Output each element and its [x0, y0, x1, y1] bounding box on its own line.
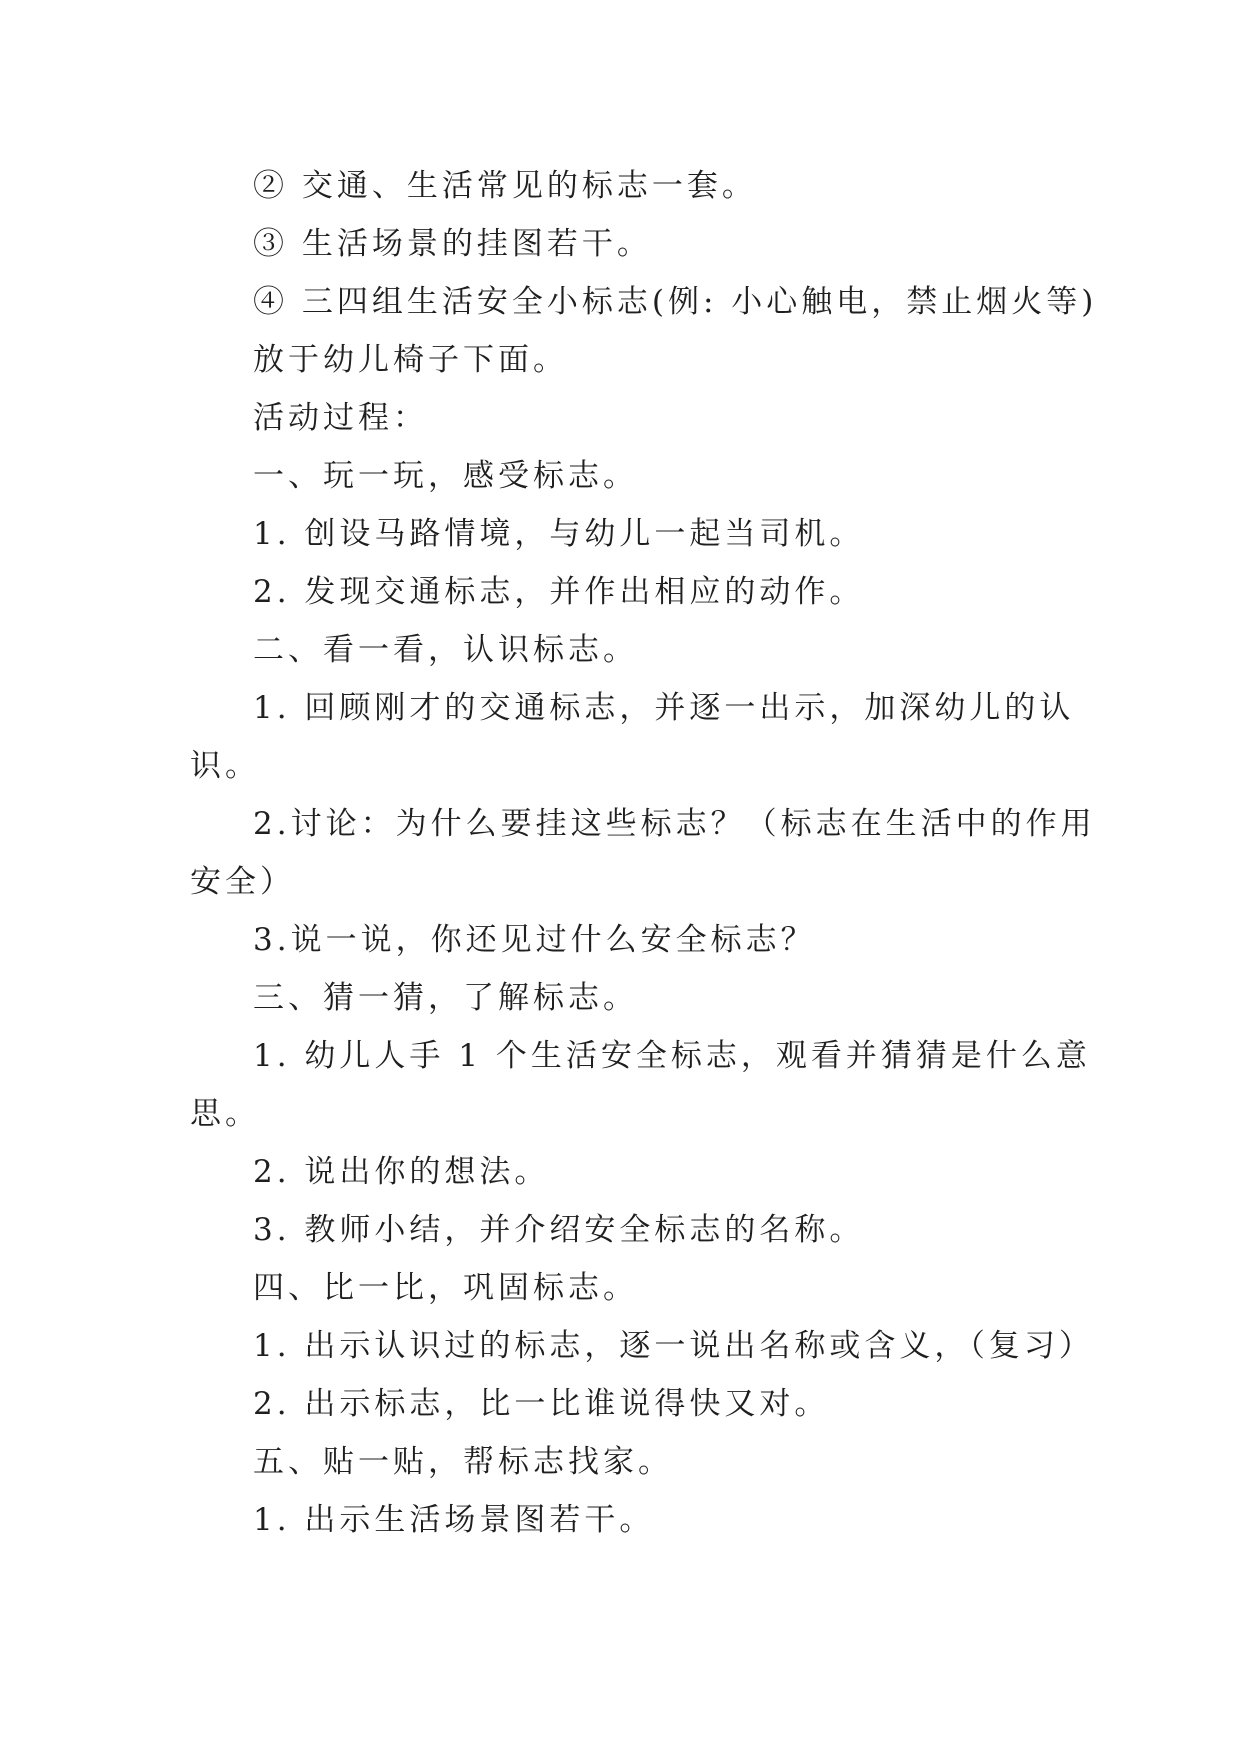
- text-line: 1. 回顾刚才的交通标志，并逐一出示，加深幼儿的认: [253, 690, 1075, 726]
- section-heading: 二、看一看，认识标志。: [253, 632, 638, 668]
- text-line: 1. 创设马路情境，与幼儿一起当司机。: [253, 516, 865, 552]
- text-line: 3.说一说，你还见过什么安全标志？: [253, 922, 816, 958]
- text-line: 识。: [190, 748, 260, 784]
- text-line: 2. 出示标志，比一比谁说得快又对。: [253, 1386, 830, 1422]
- section-heading: 一、玩一玩，感受标志。: [253, 458, 638, 494]
- section-heading: 活动过程：: [253, 400, 428, 436]
- text-line: 1. 出示认识过的标志，逐一说出名称或含义，（复习）: [253, 1328, 1094, 1364]
- section-heading: 四、比一比，巩固标志。: [253, 1270, 638, 1306]
- text-line: 放于幼儿椅子下面。: [253, 342, 568, 378]
- text-line: 1. 幼儿人手 1 个生活安全标志，观看并猜猜是什么意: [253, 1038, 1091, 1074]
- text-line: 2. 说出你的想法。: [253, 1154, 550, 1190]
- section-heading: 五、贴一贴，帮标志找家。: [253, 1444, 673, 1480]
- text-line: ② 交通、生活常见的标志一套。: [253, 168, 757, 204]
- text-line: ③ 生活场景的挂图若干。: [253, 226, 652, 262]
- text-line: ④ 三四组生活安全小标志(例: 小心触电，禁止烟火等): [253, 284, 1098, 320]
- text-line: 1. 出示生活场景图若干。: [253, 1502, 655, 1538]
- text-line: 2.讨论：为什么要挂这些标志？（标志在生活中的作用: [253, 806, 1096, 842]
- section-heading: 三、猜一猜，了解标志。: [253, 980, 638, 1016]
- text-line: 思。: [190, 1096, 260, 1132]
- text-line: 3. 教师小结，并介绍安全标志的名称。: [253, 1212, 865, 1248]
- text-line: 安全）: [190, 864, 295, 900]
- text-line: 2. 发现交通标志，并作出相应的动作。: [253, 574, 865, 610]
